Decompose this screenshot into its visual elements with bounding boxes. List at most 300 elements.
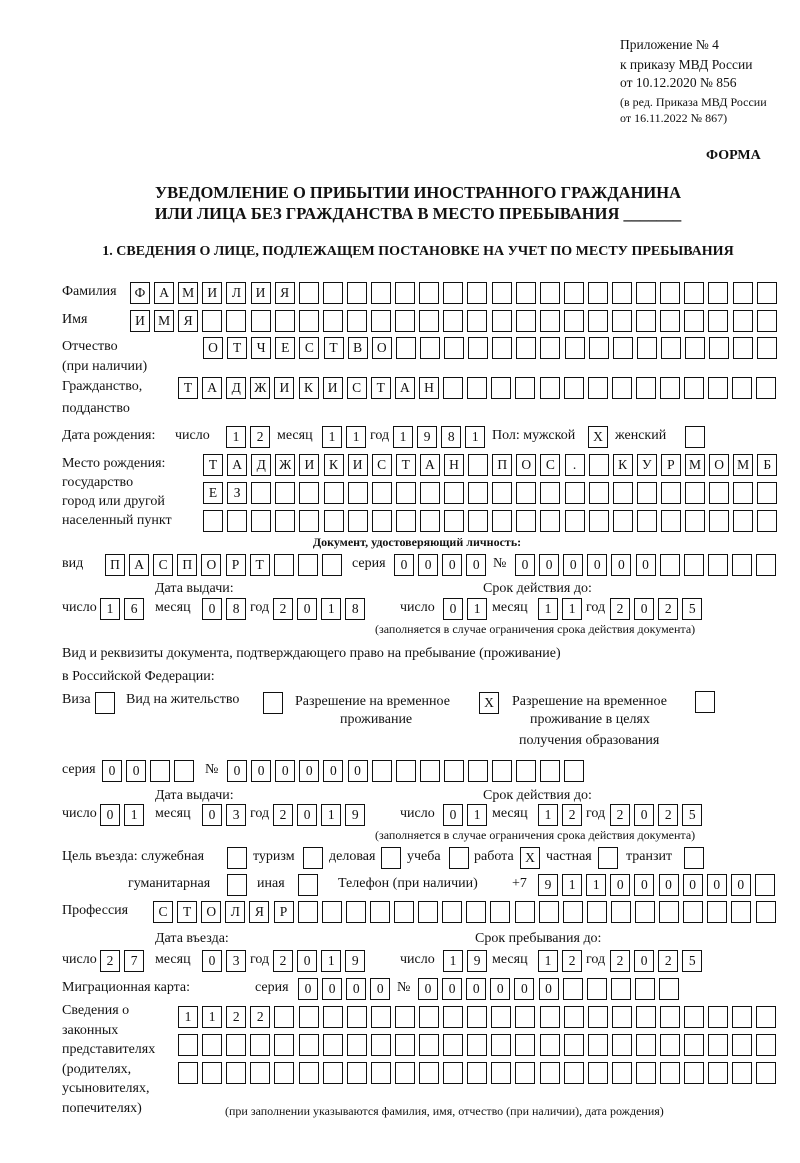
person-surname-cell[interactable] bbox=[564, 282, 584, 304]
person-patronymic-cell[interactable]: О bbox=[203, 337, 223, 359]
person-birth-place-row1-cell[interactable]: Н bbox=[444, 454, 464, 476]
person-citizenship-cell[interactable]: К bbox=[299, 377, 319, 399]
representatives-row3-cell[interactable] bbox=[491, 1062, 511, 1084]
person-citizenship-cell[interactable]: С bbox=[347, 377, 367, 399]
stay-until-day-cell[interactable]: 9 bbox=[467, 950, 487, 972]
representatives-row1-cell[interactable]: 2 bbox=[250, 1006, 270, 1028]
representatives-row1-cell[interactable] bbox=[299, 1006, 319, 1028]
person-birth-place-row1-cell[interactable]: М bbox=[733, 454, 753, 476]
migration-card-number-cell[interactable]: 0 bbox=[418, 978, 438, 1000]
person-citizenship-cell[interactable] bbox=[540, 377, 560, 399]
id-document-kind-cell[interactable]: П bbox=[177, 554, 197, 576]
person-patronymic-cell[interactable]: Ч bbox=[251, 337, 271, 359]
right-document-residence-permit-cell[interactable] bbox=[263, 692, 283, 714]
id-document-number-cell[interactable] bbox=[756, 554, 776, 576]
right-document-valid-year-cell[interactable]: 2 bbox=[658, 804, 678, 826]
person-birth-place-row3-cell[interactable] bbox=[468, 510, 488, 532]
person-surname-cell[interactable] bbox=[467, 282, 487, 304]
right-document-number-cell[interactable] bbox=[468, 760, 488, 782]
person-birth-month-cell[interactable]: 1 bbox=[346, 426, 366, 448]
person-name-cell[interactable] bbox=[443, 310, 463, 332]
person-birth-place-row2-cell[interactable] bbox=[637, 482, 657, 504]
representatives-row1-cell[interactable] bbox=[636, 1006, 656, 1028]
representatives-row1-cell[interactable] bbox=[756, 1006, 776, 1028]
person-name-cell[interactable] bbox=[251, 310, 271, 332]
purpose-work-cell[interactable]: X bbox=[520, 847, 540, 869]
person-citizenship-cell[interactable] bbox=[515, 377, 535, 399]
right-document-series-cell[interactable] bbox=[150, 760, 170, 782]
person-surname-cell[interactable] bbox=[395, 282, 415, 304]
migration-card-number-cell[interactable] bbox=[587, 978, 607, 1000]
id-document-series-cell[interactable]: 0 bbox=[466, 554, 486, 576]
person-patronymic-cell[interactable] bbox=[589, 337, 609, 359]
id-document-kind-cell[interactable] bbox=[298, 554, 318, 576]
person-surname-cell[interactable] bbox=[660, 282, 680, 304]
entry-year-cell[interactable]: 9 bbox=[345, 950, 365, 972]
person-birth-place-row3-cell[interactable] bbox=[203, 510, 223, 532]
person-birth-place-row3-cell[interactable] bbox=[372, 510, 392, 532]
person-birth-place-row2-cell[interactable] bbox=[613, 482, 633, 504]
person-surname-cell[interactable]: А bbox=[154, 282, 174, 304]
stay-until-month-cell[interactable]: 1 bbox=[538, 950, 558, 972]
person-birth-place-row2-cell[interactable] bbox=[372, 482, 392, 504]
person-birth-place-row3-cell[interactable] bbox=[348, 510, 368, 532]
person-birth-place-row2-cell[interactable] bbox=[324, 482, 344, 504]
profession-cell[interactable] bbox=[587, 901, 607, 923]
representatives-row3-cell[interactable] bbox=[419, 1062, 439, 1084]
id-document-issue-day-cell[interactable]: 6 bbox=[124, 598, 144, 620]
person-birth-place-row3-cell[interactable] bbox=[492, 510, 512, 532]
right-document-series-cell[interactable]: 0 bbox=[126, 760, 146, 782]
representatives-row2-cell[interactable] bbox=[299, 1034, 319, 1056]
phone-cell[interactable]: 0 bbox=[683, 874, 703, 896]
person-patronymic-cell[interactable] bbox=[709, 337, 729, 359]
migration-card-number-cell[interactable]: 0 bbox=[466, 978, 486, 1000]
representatives-row1-cell[interactable] bbox=[467, 1006, 487, 1028]
representatives-row2-cell[interactable] bbox=[371, 1034, 391, 1056]
right-document-number-cell[interactable]: 0 bbox=[299, 760, 319, 782]
person-patronymic-cell[interactable] bbox=[420, 337, 440, 359]
representatives-row3-cell[interactable] bbox=[299, 1062, 319, 1084]
person-citizenship-cell[interactable]: А bbox=[202, 377, 222, 399]
representatives-row3-cell[interactable] bbox=[226, 1062, 246, 1084]
representatives-row1-cell[interactable] bbox=[708, 1006, 728, 1028]
person-citizenship-cell[interactable] bbox=[588, 377, 608, 399]
person-birth-place-row3-cell[interactable] bbox=[444, 510, 464, 532]
profession-cell[interactable]: С bbox=[153, 901, 173, 923]
person-name-cell[interactable] bbox=[226, 310, 246, 332]
representatives-row1-cell[interactable] bbox=[612, 1006, 632, 1028]
person-birth-place-row3-cell[interactable] bbox=[637, 510, 657, 532]
right-document-issue-day-cell[interactable]: 1 bbox=[124, 804, 144, 826]
purpose-transit-cell[interactable] bbox=[684, 847, 704, 869]
person-surname-cell[interactable] bbox=[588, 282, 608, 304]
person-birth-place-row3-cell[interactable] bbox=[324, 510, 344, 532]
person-birth-year-cell[interactable]: 9 bbox=[417, 426, 437, 448]
representatives-row1-cell[interactable] bbox=[515, 1006, 535, 1028]
id-document-number-cell[interactable] bbox=[708, 554, 728, 576]
id-document-valid-year-cell[interactable]: 0 bbox=[634, 598, 654, 620]
person-surname-cell[interactable] bbox=[443, 282, 463, 304]
representatives-row3-cell[interactable] bbox=[274, 1062, 294, 1084]
representatives-row1-cell[interactable] bbox=[660, 1006, 680, 1028]
representatives-row1-cell[interactable] bbox=[732, 1006, 752, 1028]
person-patronymic-cell[interactable] bbox=[396, 337, 416, 359]
right-document-number-cell[interactable] bbox=[372, 760, 392, 782]
representatives-row2-cell[interactable] bbox=[226, 1034, 246, 1056]
person-name-cell[interactable] bbox=[275, 310, 295, 332]
profession-cell[interactable] bbox=[563, 901, 583, 923]
stay-until-year-cell[interactable]: 0 bbox=[634, 950, 654, 972]
profession-cell[interactable]: Я bbox=[249, 901, 269, 923]
person-surname-cell[interactable]: И bbox=[251, 282, 271, 304]
person-name-cell[interactable] bbox=[757, 310, 777, 332]
profession-cell[interactable] bbox=[442, 901, 462, 923]
id-document-issue-day-cell[interactable]: 1 bbox=[100, 598, 120, 620]
person-citizenship-cell[interactable] bbox=[660, 377, 680, 399]
person-name-cell[interactable] bbox=[588, 310, 608, 332]
person-name-cell[interactable] bbox=[540, 310, 560, 332]
person-surname-cell[interactable] bbox=[708, 282, 728, 304]
representatives-row1-cell[interactable]: 2 bbox=[226, 1006, 246, 1028]
right-document-number-cell[interactable] bbox=[564, 760, 584, 782]
purpose-business-cell[interactable] bbox=[381, 847, 401, 869]
right-document-series-cell[interactable] bbox=[174, 760, 194, 782]
entry-day-cell[interactable]: 7 bbox=[124, 950, 144, 972]
person-birth-place-row3-cell[interactable] bbox=[661, 510, 681, 532]
right-document-issue-year-cell[interactable]: 2 bbox=[273, 804, 293, 826]
profession-cell[interactable] bbox=[322, 901, 342, 923]
migration-card-number-cell[interactable] bbox=[659, 978, 679, 1000]
representatives-row1-cell[interactable]: 1 bbox=[202, 1006, 222, 1028]
person-birth-place-row1-cell[interactable]: У bbox=[637, 454, 657, 476]
id-document-series-cell[interactable]: 0 bbox=[394, 554, 414, 576]
migration-card-series-cell[interactable]: 0 bbox=[346, 978, 366, 1000]
representatives-row1-cell[interactable] bbox=[347, 1006, 367, 1028]
person-birth-place-row2-cell[interactable]: Е bbox=[203, 482, 223, 504]
representatives-row3-cell[interactable] bbox=[467, 1062, 487, 1084]
person-patronymic-cell[interactable] bbox=[637, 337, 657, 359]
person-birth-place-row2-cell[interactable]: З bbox=[227, 482, 247, 504]
profession-cell[interactable] bbox=[731, 901, 751, 923]
person-birth-place-row2-cell[interactable] bbox=[709, 482, 729, 504]
person-birth-month-cell[interactable]: 1 bbox=[322, 426, 342, 448]
id-document-number-cell[interactable]: 0 bbox=[636, 554, 656, 576]
person-birth-place-row3-cell[interactable] bbox=[396, 510, 416, 532]
profession-cell[interactable] bbox=[539, 901, 559, 923]
person-birth-day-cell[interactable]: 1 bbox=[226, 426, 246, 448]
person-name-cell[interactable] bbox=[347, 310, 367, 332]
representatives-row3-cell[interactable] bbox=[371, 1062, 391, 1084]
representatives-row1-cell[interactable] bbox=[395, 1006, 415, 1028]
migration-card-series-cell[interactable]: 0 bbox=[322, 978, 342, 1000]
person-birth-place-row1-cell[interactable]: Д bbox=[251, 454, 271, 476]
id-document-valid-year-cell[interactable]: 2 bbox=[610, 598, 630, 620]
right-document-number-cell[interactable]: 0 bbox=[348, 760, 368, 782]
person-citizenship-cell[interactable] bbox=[636, 377, 656, 399]
person-birth-place-row1-cell[interactable]: С bbox=[540, 454, 560, 476]
representatives-row2-cell[interactable] bbox=[491, 1034, 511, 1056]
entry-day-cell[interactable]: 2 bbox=[100, 950, 120, 972]
person-birth-place-row1-cell[interactable] bbox=[468, 454, 488, 476]
migration-card-series-cell[interactable]: 0 bbox=[370, 978, 390, 1000]
person-surname-cell[interactable] bbox=[347, 282, 367, 304]
id-document-number-cell[interactable]: 0 bbox=[611, 554, 631, 576]
person-name-cell[interactable] bbox=[564, 310, 584, 332]
representatives-row2-cell[interactable] bbox=[732, 1034, 752, 1056]
person-birth-place-row1-cell[interactable]: К bbox=[613, 454, 633, 476]
person-sex-male-cell[interactable]: X bbox=[588, 426, 608, 448]
person-citizenship-cell[interactable] bbox=[756, 377, 776, 399]
id-document-series-cell[interactable]: 0 bbox=[442, 554, 462, 576]
person-birth-place-row3-cell[interactable] bbox=[685, 510, 705, 532]
right-document-number-cell[interactable]: 0 bbox=[227, 760, 247, 782]
phone-cell[interactable] bbox=[755, 874, 775, 896]
person-name-cell[interactable] bbox=[395, 310, 415, 332]
person-patronymic-cell[interactable]: В bbox=[348, 337, 368, 359]
representatives-row2-cell[interactable] bbox=[756, 1034, 776, 1056]
id-document-issue-year-cell[interactable]: 0 bbox=[297, 598, 317, 620]
representatives-row3-cell[interactable] bbox=[202, 1062, 222, 1084]
profession-cell[interactable] bbox=[298, 901, 318, 923]
representatives-row2-cell[interactable] bbox=[395, 1034, 415, 1056]
phone-cell[interactable]: 9 bbox=[538, 874, 558, 896]
person-name-cell[interactable] bbox=[492, 310, 512, 332]
person-birth-day-cell[interactable]: 2 bbox=[250, 426, 270, 448]
representatives-row2-cell[interactable] bbox=[274, 1034, 294, 1056]
id-document-kind-cell[interactable]: Т bbox=[250, 554, 270, 576]
representatives-row3-cell[interactable] bbox=[443, 1062, 463, 1084]
id-document-number-cell[interactable]: 0 bbox=[587, 554, 607, 576]
person-name-cell[interactable] bbox=[660, 310, 680, 332]
person-birth-place-row3-cell[interactable] bbox=[589, 510, 609, 532]
id-document-number-cell[interactable]: 0 bbox=[539, 554, 559, 576]
phone-cell[interactable]: 0 bbox=[610, 874, 630, 896]
person-birth-place-row3-cell[interactable] bbox=[299, 510, 319, 532]
representatives-row2-cell[interactable] bbox=[467, 1034, 487, 1056]
person-birth-place-row1-cell[interactable]: . bbox=[565, 454, 585, 476]
person-name-cell[interactable] bbox=[467, 310, 487, 332]
right-document-number-cell[interactable]: 0 bbox=[275, 760, 295, 782]
person-name-cell[interactable] bbox=[733, 310, 753, 332]
right-document-temp-residence-cell[interactable]: X bbox=[479, 692, 499, 714]
person-patronymic-cell[interactable]: Т bbox=[227, 337, 247, 359]
id-document-kind-cell[interactable] bbox=[322, 554, 342, 576]
id-document-issue-month-cell[interactable]: 8 bbox=[226, 598, 246, 620]
person-birth-place-row2-cell[interactable] bbox=[733, 482, 753, 504]
stay-until-month-cell[interactable]: 2 bbox=[562, 950, 582, 972]
representatives-row3-cell[interactable] bbox=[395, 1062, 415, 1084]
phone-cell[interactable]: 0 bbox=[707, 874, 727, 896]
id-document-issue-year-cell[interactable]: 2 bbox=[273, 598, 293, 620]
profession-cell[interactable] bbox=[683, 901, 703, 923]
person-name-cell[interactable] bbox=[612, 310, 632, 332]
profession-cell[interactable]: Л bbox=[225, 901, 245, 923]
representatives-row2-cell[interactable] bbox=[515, 1034, 535, 1056]
representatives-row2-cell[interactable] bbox=[564, 1034, 584, 1056]
representatives-row2-cell[interactable] bbox=[323, 1034, 343, 1056]
entry-month-cell[interactable]: 0 bbox=[202, 950, 222, 972]
person-citizenship-cell[interactable]: Т bbox=[178, 377, 198, 399]
id-document-valid-month-cell[interactable]: 1 bbox=[562, 598, 582, 620]
representatives-row3-cell[interactable] bbox=[540, 1062, 560, 1084]
id-document-issue-year-cell[interactable]: 8 bbox=[345, 598, 365, 620]
person-birth-place-row1-cell[interactable] bbox=[589, 454, 609, 476]
purpose-official-cell[interactable] bbox=[227, 847, 247, 869]
person-birth-place-row2-cell[interactable] bbox=[516, 482, 536, 504]
person-surname-cell[interactable] bbox=[371, 282, 391, 304]
person-surname-cell[interactable] bbox=[684, 282, 704, 304]
representatives-row3-cell[interactable] bbox=[323, 1062, 343, 1084]
person-birth-place-row3-cell[interactable] bbox=[613, 510, 633, 532]
person-birth-place-row1-cell[interactable]: И bbox=[348, 454, 368, 476]
person-patronymic-cell[interactable] bbox=[661, 337, 681, 359]
representatives-row2-cell[interactable] bbox=[588, 1034, 608, 1056]
person-birth-place-row3-cell[interactable] bbox=[227, 510, 247, 532]
id-document-number-cell[interactable]: 0 bbox=[563, 554, 583, 576]
right-document-valid-year-cell[interactable]: 0 bbox=[634, 804, 654, 826]
representatives-row1-cell[interactable]: 1 bbox=[178, 1006, 198, 1028]
person-name-cell[interactable] bbox=[636, 310, 656, 332]
id-document-kind-cell[interactable]: Р bbox=[226, 554, 246, 576]
right-document-valid-year-cell[interactable]: 2 bbox=[610, 804, 630, 826]
id-document-valid-month-cell[interactable]: 1 bbox=[538, 598, 558, 620]
person-surname-cell[interactable] bbox=[299, 282, 319, 304]
profession-cell[interactable]: Т bbox=[177, 901, 197, 923]
representatives-row3-cell[interactable] bbox=[250, 1062, 270, 1084]
right-document-valid-month-cell[interactable]: 1 bbox=[538, 804, 558, 826]
person-patronymic-cell[interactable] bbox=[516, 337, 536, 359]
profession-cell[interactable] bbox=[707, 901, 727, 923]
stay-until-year-cell[interactable]: 2 bbox=[610, 950, 630, 972]
representatives-row2-cell[interactable] bbox=[684, 1034, 704, 1056]
person-name-cell[interactable] bbox=[323, 310, 343, 332]
person-birth-place-row1-cell[interactable]: О bbox=[709, 454, 729, 476]
profession-cell[interactable]: О bbox=[201, 901, 221, 923]
right-document-valid-day-cell[interactable]: 0 bbox=[443, 804, 463, 826]
person-name-cell[interactable]: И bbox=[130, 310, 150, 332]
person-patronymic-cell[interactable] bbox=[733, 337, 753, 359]
person-name-cell[interactable] bbox=[684, 310, 704, 332]
person-birth-place-row1-cell[interactable]: Б bbox=[757, 454, 777, 476]
person-citizenship-cell[interactable]: И bbox=[274, 377, 294, 399]
person-birth-place-row2-cell[interactable] bbox=[275, 482, 295, 504]
person-patronymic-cell[interactable] bbox=[468, 337, 488, 359]
person-birth-year-cell[interactable]: 8 bbox=[441, 426, 461, 448]
representatives-row3-cell[interactable] bbox=[515, 1062, 535, 1084]
representatives-row2-cell[interactable] bbox=[636, 1034, 656, 1056]
id-document-number-cell[interactable]: 0 bbox=[515, 554, 535, 576]
person-surname-cell[interactable]: И bbox=[202, 282, 222, 304]
representatives-row2-cell[interactable] bbox=[178, 1034, 198, 1056]
person-surname-cell[interactable] bbox=[733, 282, 753, 304]
person-birth-place-row2-cell[interactable] bbox=[540, 482, 560, 504]
representatives-row1-cell[interactable] bbox=[588, 1006, 608, 1028]
person-patronymic-cell[interactable] bbox=[444, 337, 464, 359]
person-surname-cell[interactable]: Ф bbox=[130, 282, 150, 304]
right-document-temp-residence-edu-cell[interactable] bbox=[695, 691, 715, 713]
right-document-visa-cell[interactable] bbox=[95, 692, 115, 714]
profession-cell[interactable] bbox=[756, 901, 776, 923]
right-document-number-cell[interactable] bbox=[396, 760, 416, 782]
stay-until-year-cell[interactable]: 5 bbox=[682, 950, 702, 972]
person-birth-place-row1-cell[interactable]: М bbox=[685, 454, 705, 476]
person-birth-place-row1-cell[interactable]: С bbox=[372, 454, 392, 476]
representatives-row2-cell[interactable] bbox=[612, 1034, 632, 1056]
representatives-row3-cell[interactable] bbox=[347, 1062, 367, 1084]
id-document-valid-year-cell[interactable]: 2 bbox=[658, 598, 678, 620]
person-birth-place-row2-cell[interactable] bbox=[396, 482, 416, 504]
representatives-row1-cell[interactable] bbox=[274, 1006, 294, 1028]
person-birth-place-row3-cell[interactable] bbox=[709, 510, 729, 532]
profession-cell[interactable] bbox=[370, 901, 390, 923]
right-document-number-cell[interactable] bbox=[540, 760, 560, 782]
person-birth-place-row1-cell[interactable]: К bbox=[324, 454, 344, 476]
person-birth-place-row1-cell[interactable]: Т bbox=[203, 454, 223, 476]
representatives-row3-cell[interactable] bbox=[756, 1062, 776, 1084]
person-citizenship-cell[interactable] bbox=[708, 377, 728, 399]
purpose-study-cell[interactable] bbox=[449, 847, 469, 869]
right-document-issue-year-cell[interactable]: 0 bbox=[297, 804, 317, 826]
representatives-row2-cell[interactable] bbox=[708, 1034, 728, 1056]
stay-until-year-cell[interactable]: 2 bbox=[658, 950, 678, 972]
migration-card-series-cell[interactable]: 0 bbox=[298, 978, 318, 1000]
migration-card-number-cell[interactable] bbox=[563, 978, 583, 1000]
person-birth-place-row3-cell[interactable] bbox=[275, 510, 295, 532]
person-birth-place-row2-cell[interactable] bbox=[444, 482, 464, 504]
entry-year-cell[interactable]: 2 bbox=[273, 950, 293, 972]
person-birth-place-row1-cell[interactable]: И bbox=[299, 454, 319, 476]
representatives-row1-cell[interactable] bbox=[419, 1006, 439, 1028]
representatives-row1-cell[interactable] bbox=[684, 1006, 704, 1028]
person-citizenship-cell[interactable]: Ж bbox=[250, 377, 270, 399]
id-document-kind-cell[interactable]: А bbox=[129, 554, 149, 576]
representatives-row3-cell[interactable] bbox=[708, 1062, 728, 1084]
migration-card-number-cell[interactable]: 0 bbox=[442, 978, 462, 1000]
profession-cell[interactable] bbox=[490, 901, 510, 923]
person-citizenship-cell[interactable]: Т bbox=[371, 377, 391, 399]
phone-cell[interactable]: 1 bbox=[562, 874, 582, 896]
phone-cell[interactable]: 0 bbox=[659, 874, 679, 896]
purpose-private-cell[interactable] bbox=[598, 847, 618, 869]
person-birth-year-cell[interactable]: 1 bbox=[465, 426, 485, 448]
person-citizenship-cell[interactable] bbox=[612, 377, 632, 399]
person-patronymic-cell[interactable]: Т bbox=[324, 337, 344, 359]
migration-card-number-cell[interactable]: 0 bbox=[490, 978, 510, 1000]
representatives-row3-cell[interactable] bbox=[612, 1062, 632, 1084]
person-birth-year-cell[interactable]: 1 bbox=[393, 426, 413, 448]
representatives-row3-cell[interactable] bbox=[588, 1062, 608, 1084]
id-document-issue-month-cell[interactable]: 0 bbox=[202, 598, 222, 620]
person-patronymic-cell[interactable]: С bbox=[299, 337, 319, 359]
person-birth-place-row2-cell[interactable] bbox=[251, 482, 271, 504]
person-birth-place-row2-cell[interactable] bbox=[420, 482, 440, 504]
right-document-issue-day-cell[interactable]: 0 bbox=[100, 804, 120, 826]
person-birth-place-row2-cell[interactable] bbox=[299, 482, 319, 504]
representatives-row2-cell[interactable] bbox=[443, 1034, 463, 1056]
person-surname-cell[interactable]: М bbox=[178, 282, 198, 304]
person-birth-place-row1-cell[interactable]: А bbox=[227, 454, 247, 476]
person-birth-place-row3-cell[interactable] bbox=[540, 510, 560, 532]
person-citizenship-cell[interactable] bbox=[491, 377, 511, 399]
person-birth-place-row2-cell[interactable] bbox=[492, 482, 512, 504]
id-document-number-cell[interactable] bbox=[684, 554, 704, 576]
id-document-valid-day-cell[interactable]: 1 bbox=[467, 598, 487, 620]
representatives-row3-cell[interactable] bbox=[684, 1062, 704, 1084]
id-document-series-cell[interactable]: 0 bbox=[418, 554, 438, 576]
phone-cell[interactable]: 0 bbox=[731, 874, 751, 896]
right-document-issue-year-cell[interactable]: 9 bbox=[345, 804, 365, 826]
